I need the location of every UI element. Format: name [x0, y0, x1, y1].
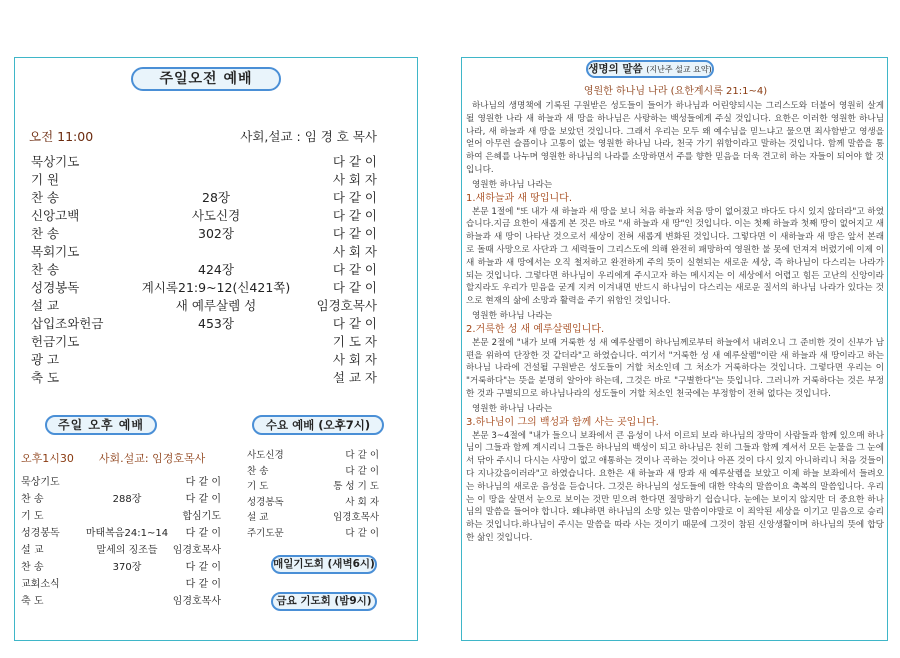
- sermon-title-sub: (지난주 설교 요약): [646, 65, 712, 74]
- order-item-leader: 다 같 이: [185, 477, 221, 488]
- order-item-leader: 다 같 이: [185, 494, 221, 505]
- wednesday-service-title: 수요 예배 (오후7시): [252, 415, 384, 435]
- order-item-leader: 설 교 자: [332, 370, 377, 385]
- order-item-leader: 임경호목사: [172, 545, 221, 556]
- order-item-detail: 453장: [198, 316, 234, 331]
- order-item-name: 찬 송: [21, 494, 44, 505]
- order-item-detail: 302장: [198, 226, 234, 241]
- order-item-name: 묵상기도: [31, 154, 80, 169]
- sermon-lead-label: 영원한 하나님 나라는: [472, 403, 553, 414]
- sermon-point-body: 본문 3~4절에 "내가 들으니 보좌에서 큰 음성이 나서 이르되 보라 하나님의 장막이 사람들과 함께 있으매 하나님이 그들과 함께 계시리니 그들은 하나님의 백성이 되고 하나님은 친히 그들과 함께 계셔서 모든 눈물을 그 눈에서 닦아 주시니 다시는 사망이 없고 애통하는 것이나 곡하는 것이나 아픈 것이 다시 있지 아니하리니 처음 것들이 다 지나갔음이러라"고 하였습니다. 요한은 새 하늘과 새 땅과 새 예루살렘을 보았고 이제 하늘 보좌에서 들려오는 하나님의 새로운 음성을 듣습니다. 그것은 하나님의 성도들에 대한 약속의 말씀이요 축복의 말씀입니다. 우리는 이 땅을 살면서 눈으로 보이는 것만 믿으려 한다면 절망하기 쉽습니다. 눈에는 보이지 않지만 더 중요한 하나님의 말씀을 들어야 합니다. 왜냐하면 하나님의 소망 있는 말씀이야말로 이 죄악된 세상을 이기고 믿음으로 승리하는 것입니다.하나님이 주시는 말씀을 따라 사는 것이기 때문에 그것이 참된 신앙생활이며 하나님의 뜻에 합당한 삶인 것입니다.: [466, 430, 884, 543]
- order-item-leader: 통 성 기 도: [333, 481, 379, 492]
- order-item-name: 헌금기도: [31, 334, 80, 349]
- worship-order-panel: [14, 57, 418, 641]
- order-item-name: 신앙고백: [31, 208, 80, 223]
- order-item-leader: 다 같 이: [185, 562, 221, 573]
- order-item-leader: 사 회 자: [332, 244, 377, 259]
- order-item-name: 사도신경: [247, 450, 284, 461]
- sermon-lead-label: 영원한 하나님 나라는: [472, 310, 553, 321]
- order-item-name: 기 도: [21, 511, 44, 522]
- sermon-reference: 영원한 하나님 나라 (요한계시록 21:1~4): [583, 86, 768, 97]
- sermon-intro: 하나님의 생명책에 기록된 구원받은 성도들이 들어가 하나님과 어린양되시는 그리스도와 더불어 영원히 살게 될 영원한 나라 새 하늘과 새 땅을 하나님은 사랑하는 백성들에게 주실 것입니다. 요한은 이러한 영원한 하나님 나라, 새 하늘과 새 땅을 보았던 것입니다. 그래서 우리는 모두 왜 예수님을 믿느냐고 물으면 죄사함받고 영생을 얻어 아무런 슬픔이나 고통이 없는 영원한 하나님 나라, 천국 가기 위함이라고 말하는 것입니다. 함께 말씀을 통하여 은혜를 나누며 영원한 하나님의 나라를 소망하면서 주를 향한 믿음을 더욱 견고히 하는 자들이 되어야 할 것입니다.: [466, 101, 884, 175]
- order-item-name: 설 교: [247, 512, 269, 523]
- sermon-point-body: 본문 2절에 "내가 보매 거룩한 성 새 예루살렘이 하나님께로부터 하늘에서 내려오니 그 준비한 것이 신부가 남편을 위하여 단장한 것 같더라"고 하였습니다. 여기서 "거룩한 성 새 예루살렘"이란 새 하늘과 새 땅이라고 하는 하나님 나라에 건설될 구원받은 성도들이 거할 처소인데 그 처소가 거룩하다는 것입니다. 그렇다면 우리는 이 "거룩하다"는 뜻을 분명히 알아야 하는데, 그것은 바로 "구별한다"는 뜻입니다. 그러니까 거룩하다는 것은 부정한 것과 구별되므로 하나님나라의 성도들이 거할 처소인 천국에는 부정함이 전혀 없다는 것입니다.: [466, 337, 884, 399]
- order-item-name: 찬 송: [31, 190, 60, 205]
- order-item-name: 찬 송: [31, 226, 60, 241]
- order-item-detail: 288장: [112, 494, 142, 505]
- order-item-leader: 다 같 이: [332, 190, 377, 205]
- order-item-detail: 새 예루살렘 성: [175, 298, 257, 313]
- order-item-detail: 말세의 징조들: [96, 545, 158, 556]
- order-item-leader: 다 같 이: [345, 465, 379, 477]
- order-item-leader: 합심기도: [182, 511, 221, 522]
- order-item-leader: 사 회 자: [345, 496, 379, 508]
- order-item-detail: 계시록21:9~12(신421쪽): [141, 280, 291, 295]
- sermon-point-heading: 2.거룩한 성 새 예루살렘입니다.: [466, 323, 605, 335]
- sermon-panel: [461, 57, 888, 641]
- order-item-leader: 다 같 이: [345, 527, 379, 539]
- afternoon-service-leader: 사회.설교: 임경호목사: [98, 452, 206, 465]
- order-item-detail: 370장: [112, 562, 142, 573]
- order-item-leader: 다 같 이: [185, 528, 221, 539]
- order-item-name: 주기도문: [247, 527, 284, 539]
- order-item-detail: 424장: [198, 262, 234, 277]
- morning-service-time: 오전 11:00: [29, 129, 94, 144]
- order-item-name: 목회기도: [31, 244, 80, 259]
- order-item-name: 축 도: [21, 596, 44, 607]
- dawn-prayer-title: 매일기도회 (새벽6시): [271, 555, 377, 574]
- order-item-name: 삽입조와헌금: [31, 316, 104, 331]
- order-item-leader: 다 같 이: [332, 154, 377, 169]
- sermon-body: [466, 100, 884, 545]
- order-item-name: 성경봉독: [31, 280, 80, 295]
- order-item-name: 광 고: [31, 352, 60, 367]
- order-item-detail: 사도신경: [191, 208, 241, 223]
- order-item-leader: 다 같 이: [185, 579, 221, 590]
- order-item-leader: 사 회 자: [332, 352, 377, 367]
- sermon-title-main: 생명의 말씀: [588, 63, 643, 75]
- order-item-leader: 다 같 이: [332, 226, 377, 241]
- order-item-leader: 임경호목사: [316, 298, 377, 313]
- sermon-title: [586, 60, 714, 78]
- sermon-lead-label: 영원한 하나님 나라는: [472, 179, 553, 190]
- afternoon-service-time: 오후1시30: [21, 452, 74, 465]
- order-item-leader: 다 같 이: [345, 450, 379, 461]
- sermon-point-heading: 3.하나님이 그의 백성과 함께 사는 곳입니다.: [466, 416, 659, 428]
- order-item-name: 설 교: [31, 298, 60, 313]
- morning-service-leader: 사회,설교 : 임 경 호 목사: [240, 129, 377, 144]
- order-item-name: 찬 송: [31, 262, 60, 277]
- friday-prayer-title: 금요 기도회 (밤9시): [271, 592, 377, 611]
- order-item-leader: 기 도 자: [332, 334, 377, 349]
- sermon-point-body: 본문 1절에 "또 내가 새 하늘과 새 땅을 보니 처음 하늘과 처음 땅이 없어졌고 바다도 다시 있지 않더라"고 하였습니다.지금 요한이 새롭게 본 것은 바로 "새 하늘과 새 땅"인 것입니다. 이는 첫째 하늘과 첫째 땅이 없어지고 새 하늘과 새 땅이 나타난 것으로서 세상이 전혀 새롭게 변화된 것입니다. 그렇다면 이 새하늘과 새 땅은 앞서 본래로 돌때 사망으로 사단과 그 세력들이 그리스도에 의해 완전히 패망하여 영원한 불 못에 던져져 버렸기에 이제 이 새 하늘과 새 땅에서는 오직 철저하고 완전하게 주의 뜻이 실현되는 새로운 세상, 즉 하나님이 다스리는 나라가 되는 것입니다. 그렇다면 하나님이 우리에게 주시고자 하는 메시지는 이 세상에서 어렵고 힘든 고난의 신앙이라 할지라도 우리가 믿음을 굳게 지켜 이겨내면 반드시 하나님이 다스리는 새로운 질서의 하나님 나라가 있다는 것으로 현재의 삶에 소망과 활력을 주기 위함인 것입니다.: [466, 206, 884, 307]
- order-item-name: 설 교: [21, 545, 44, 556]
- order-item-detail: 28장: [202, 190, 230, 205]
- order-item-detail: 마태복음24:1~14: [85, 528, 169, 539]
- order-item-name: 기 도: [247, 481, 269, 492]
- order-item-leader: 다 같 이: [332, 316, 377, 331]
- afternoon-service-header: [21, 450, 205, 466]
- order-item-leader: 사 회 자: [332, 172, 377, 187]
- order-item-name: 기 원: [31, 172, 60, 187]
- order-item-leader: 다 같 이: [332, 208, 377, 223]
- order-item-name: 축 도: [31, 370, 60, 385]
- order-item-name: 묵상기도: [21, 477, 60, 488]
- sermon-point-heading: 1.새하늘과 새 땅입니다.: [466, 192, 573, 204]
- order-item-name: 성경봉독: [21, 528, 60, 539]
- afternoon-service-title: 주일 오후 예배: [45, 415, 157, 435]
- order-item-leader: 임경호목사: [333, 512, 379, 523]
- order-item-name: 찬 송: [247, 465, 269, 477]
- order-item-leader: 임경호목사: [172, 596, 221, 607]
- order-item-name: 찬 송: [21, 562, 44, 573]
- order-item-leader: 다 같 이: [332, 280, 377, 295]
- morning-service-title: 주일오전 예배: [131, 67, 281, 91]
- order-item-name: 교회소식: [21, 579, 60, 590]
- order-item-name: 성경봉독: [247, 496, 284, 508]
- order-item-leader: 다 같 이: [332, 262, 377, 277]
